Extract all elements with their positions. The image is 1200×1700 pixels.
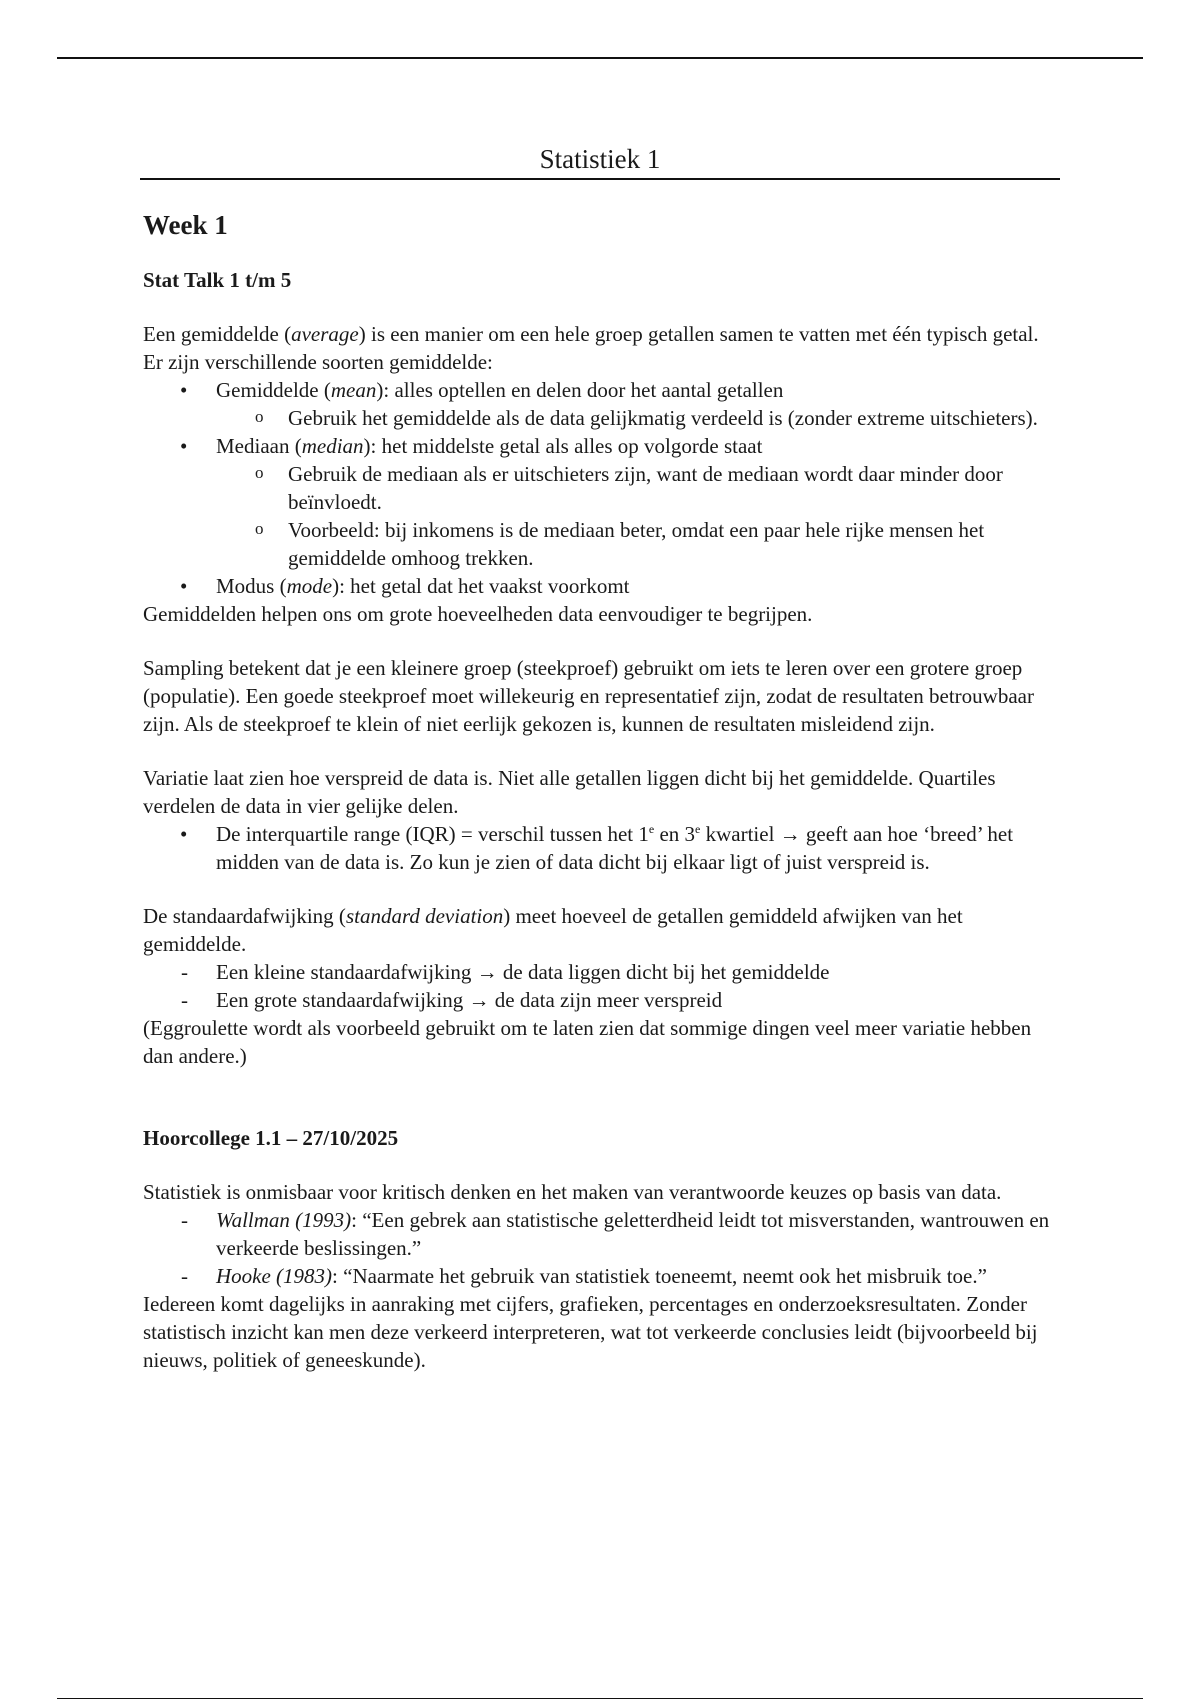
page-bottom-rule (57, 1698, 1143, 1699)
week-heading: Week 1 (143, 210, 228, 240)
quotes-list (143, 1206, 1063, 1290)
list-item: • Modus (mode): het getal dat het vaakst voorkomt (143, 572, 1063, 600)
list-item: o Gebruik het gemiddelde als de data gelijkmatig verdeeld is (zonder extreme uitschieters). (143, 404, 1063, 432)
iqr-list (143, 820, 1063, 876)
document-body (143, 208, 1063, 1374)
list-item: • Mediaan (median): het middelste getal als alles op volgorde staat o Gebruik de mediaan als er uitschieters zijn, want de mediaan wordt daar minder door beïnvloedt. o Voorbeeld: bij inkomens is de mediaan beter, omdat een paar hele rijke mensen het gemiddelde omhoog trekken. (143, 432, 1063, 572)
sampling-paragraph: Sampling betekent dat je een kleinere groep (steekproef) gebruikt om iets te leren over een grotere groep (populatie). Een goede steekproef moet willekeurig en representatief zijn, zodat de resultaten betrouwbaar zijn. Als de steekproef te klein of niet eerlijk gekozen is, kunnen de resultaten misleidend zijn. (143, 656, 1034, 736)
list-item: • Gemiddelde (mean): alles optellen en delen door het aantal getallen o Gebruik het gemiddelde als de data gelijkmatig verdeeld is (zonder extreme uitschieters). (143, 376, 1063, 432)
list-item: o Voorbeeld: bij inkomens is de mediaan beter, omdat een paar hele rijke mensen het gemiddelde omhoog trekken. (143, 516, 1063, 572)
list-item: • De interquartile range (IQR) = verschil tussen het 1e en 3e kwartiel → geeft aan hoe ‘breed’ het midden van de data is. Zo kun je zien of data dicht bij elkaar ligt of juist verspreid is. (143, 820, 1063, 876)
page-top-rule (57, 57, 1143, 59)
list-item: - Wallman (1993): “Een gebrek aan statistische geletterdheid leidt tot misverstanden, wantrouwen en verkeerde beslissingen.” (143, 1206, 1063, 1262)
averages-summary: Gemiddelden helpen ons om grote hoeveelheden data eenvoudiger te begrijpen. (143, 602, 813, 626)
list-item: - Een grote standaardafwijking → de data zijn meer verspreid (143, 986, 1063, 1014)
section-heading-hoorcollege: Hoorcollege 1.1 – 27/10/2025 (143, 1126, 399, 1150)
list-item: o Gebruik de mediaan als er uitschieters zijn, want de mediaan wordt daar minder door beïnvloedt. (143, 460, 1063, 516)
page-header-title: Statistiek 1 (539, 144, 661, 174)
closing-paragraph: Iedereen komt dagelijks in aanraking met cijfers, grafieken, percentages en onderzoeksresultaten. Zonder statistisch inzicht kan men deze verkeerd interpreteren, wat tot verkeerde conclusies leidt (bijvoorbeeld bij nieuws, politiek of geneeskunde). (143, 1292, 1038, 1372)
standard-deviation-list (143, 958, 1063, 1014)
averages-intro-paragraph: Een gemiddelde (average) is een manier om een hele groep getallen samen te vatten met één typisch getal. Er zijn verschillende soorten gemiddelde: (143, 322, 1039, 374)
list-item: - Hooke (1983): “Naarmate het gebruik van statistiek toeneemt, neemt ook het misbruik toe.” (143, 1262, 1063, 1290)
variation-paragraph: Variatie laat zien hoe verspreid de data is. Niet alle getallen liggen dicht bij het gemiddelde. Quartiles verdelen de data in vier gelijke delen. (143, 766, 996, 818)
statistics-intro-paragraph: Statistiek is onmisbaar voor kritisch denken en het maken van verantwoorde keuzes op basis van data. (143, 1180, 1002, 1204)
standard-deviation-paragraph: De standaardafwijking (standard deviation) meet hoeveel de getallen gemiddeld afwijken van het gemiddelde. (143, 904, 963, 956)
header-underline (140, 178, 1060, 180)
section-heading-stat-talk: Stat Talk 1 t/m 5 (143, 268, 292, 292)
eggroulette-note: (Eggroulette wordt als voorbeeld gebruikt om te laten zien dat sommige dingen veel meer variatie hebben dan andere.) (143, 1016, 1032, 1068)
average-types-list (143, 376, 1063, 600)
list-item: - Een kleine standaardafwijking → de data liggen dicht bij het gemiddelde (143, 958, 1063, 986)
